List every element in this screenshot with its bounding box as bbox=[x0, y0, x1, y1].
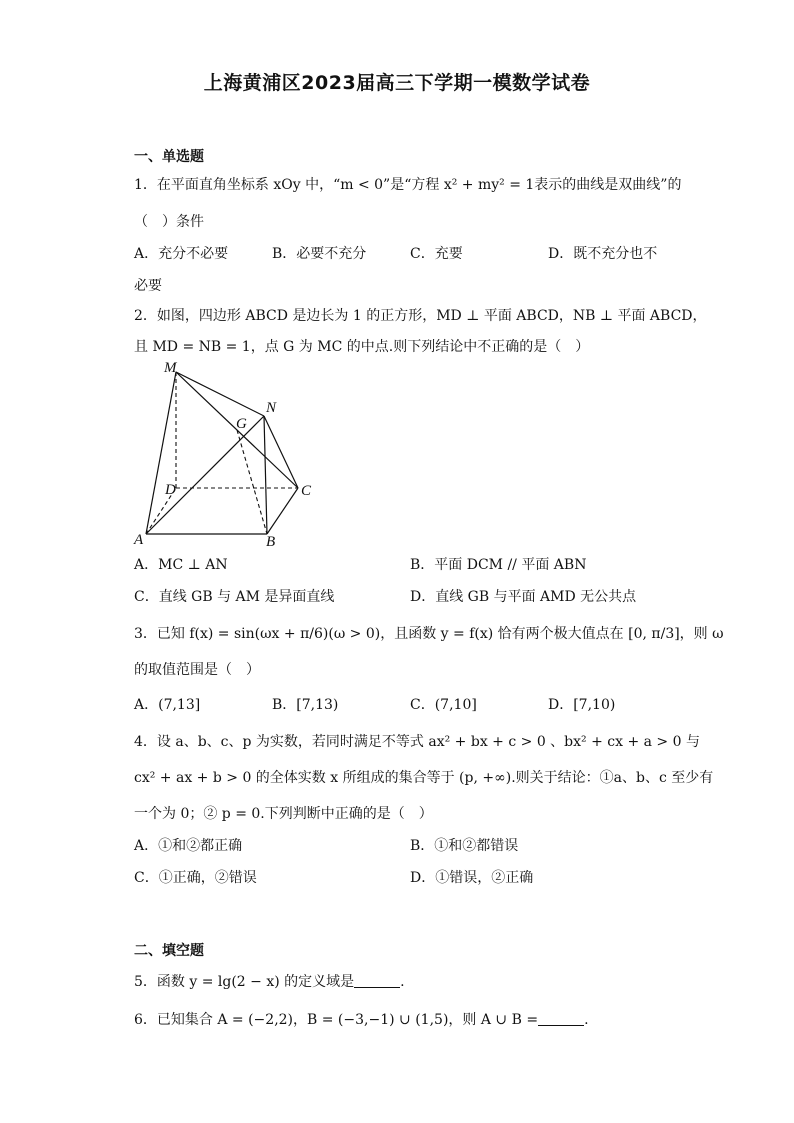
q6-stem-end: . bbox=[584, 1012, 589, 1028]
edge-nb bbox=[264, 416, 267, 534]
edge-nc bbox=[264, 416, 298, 488]
q2-geometry-figure bbox=[132, 360, 322, 548]
q1-option-b: B．必要不充分 bbox=[272, 246, 367, 262]
page-title: 上海黄浦区2023届高三下学期一模数学试卷 bbox=[203, 72, 591, 94]
q6-answer-blank bbox=[538, 1011, 584, 1026]
q1-option-d-wrap: 必要 bbox=[134, 278, 162, 294]
q4-stem-line3: 一个为 0；② p = 0.下列判断中正确的是（ ） bbox=[134, 806, 433, 822]
section-heading-single-choice: 一、单选题 bbox=[134, 149, 204, 165]
q5-answer-blank bbox=[354, 973, 400, 988]
q5-stem-end: . bbox=[400, 974, 405, 990]
q1-stem-line1: 1．在平面直角坐标系 xOy 中，“m < 0”是“方程 x² + my² = 1表示的曲线是双曲线”的 bbox=[134, 177, 682, 193]
q4-option-b: B．①和②都错误 bbox=[410, 838, 519, 854]
q1-option-d: D．既不充分也不 bbox=[548, 246, 658, 262]
q1-option-a: A．充分不必要 bbox=[134, 246, 229, 262]
edge-bc bbox=[267, 488, 298, 534]
label-d: D bbox=[165, 482, 176, 498]
label-m: M bbox=[164, 360, 177, 376]
q3-option-b: B．[7,13) bbox=[272, 697, 339, 713]
section-heading-fill-blank: 二、填空题 bbox=[134, 943, 204, 959]
q6-stem: 6．已知集合 A = (−2,2)，B = (−3,−1) ∪ (1,5)，则 A ∪ B = bbox=[134, 1012, 539, 1028]
edge-am bbox=[146, 372, 176, 534]
q4-stem-line1: 4．设 a、b、c、p 为实数，若同时满足不等式 ax² + bx + c > 0 、bx² + cx + a > 0 与 bbox=[134, 734, 700, 750]
q1-option-c: C．充要 bbox=[410, 246, 463, 262]
q4-option-c: C．①正确，②错误 bbox=[134, 870, 257, 886]
q2-stem-line2: 且 MD = NB = 1，点 G 为 MC 的中点.则下列结论中不正确的是（ ） bbox=[134, 339, 590, 355]
label-c: C bbox=[301, 483, 312, 499]
q3-option-d: D．[7,10) bbox=[548, 697, 616, 713]
q3-option-c: C．(7,10] bbox=[410, 697, 477, 713]
q6-line bbox=[134, 1010, 664, 1030]
label-n: N bbox=[266, 400, 277, 416]
q2-stem-line1: 2．如图，四边形 ABCD 是边长为 1 的正方形，MD ⊥ 平面 ABCD，NB ⊥ 平面 ABCD， bbox=[134, 308, 707, 324]
label-a: A bbox=[134, 532, 144, 548]
edge-an bbox=[146, 416, 264, 534]
edge-gb-hidden bbox=[237, 430, 267, 534]
edge-mn bbox=[176, 372, 264, 416]
q2-option-d: D．直线 GB 与平面 AMD 无公共点 bbox=[410, 589, 637, 605]
q4-stem-line2: cx² + ax + b > 0 的全体实数 x 所组成的集合等于 (p, +∞).则关于结论：①a、b、c 至少有 bbox=[134, 770, 714, 786]
q3-stem-line1: 3．已知 f(x) = sin(ωx + π/6)(ω > 0)，且函数 y = f(x) 恰有两个极大值点在 [0, π/3]，则 ω bbox=[134, 626, 724, 642]
label-g: G bbox=[236, 416, 247, 432]
q5-line bbox=[134, 972, 664, 992]
q2-option-c: C．直线 GB 与 AM 是异面直线 bbox=[134, 589, 335, 605]
q2-option-b: B．平面 DCM // 平面 ABN bbox=[410, 557, 587, 573]
q2-option-a: A．MC ⊥ AN bbox=[134, 557, 228, 573]
label-b: B bbox=[266, 534, 276, 548]
q5-stem: 5．函数 y = lg(2 − x) 的定义域是 bbox=[134, 974, 355, 990]
q4-option-d: D．①错误，②正确 bbox=[410, 870, 534, 886]
q4-option-a: A．①和②都正确 bbox=[134, 838, 243, 854]
q3-option-a: A．(7,13] bbox=[134, 697, 201, 713]
q3-stem-line2: 的取值范围是（ ） bbox=[134, 662, 260, 678]
q1-stem-line2: （ ）条件 bbox=[134, 214, 204, 230]
